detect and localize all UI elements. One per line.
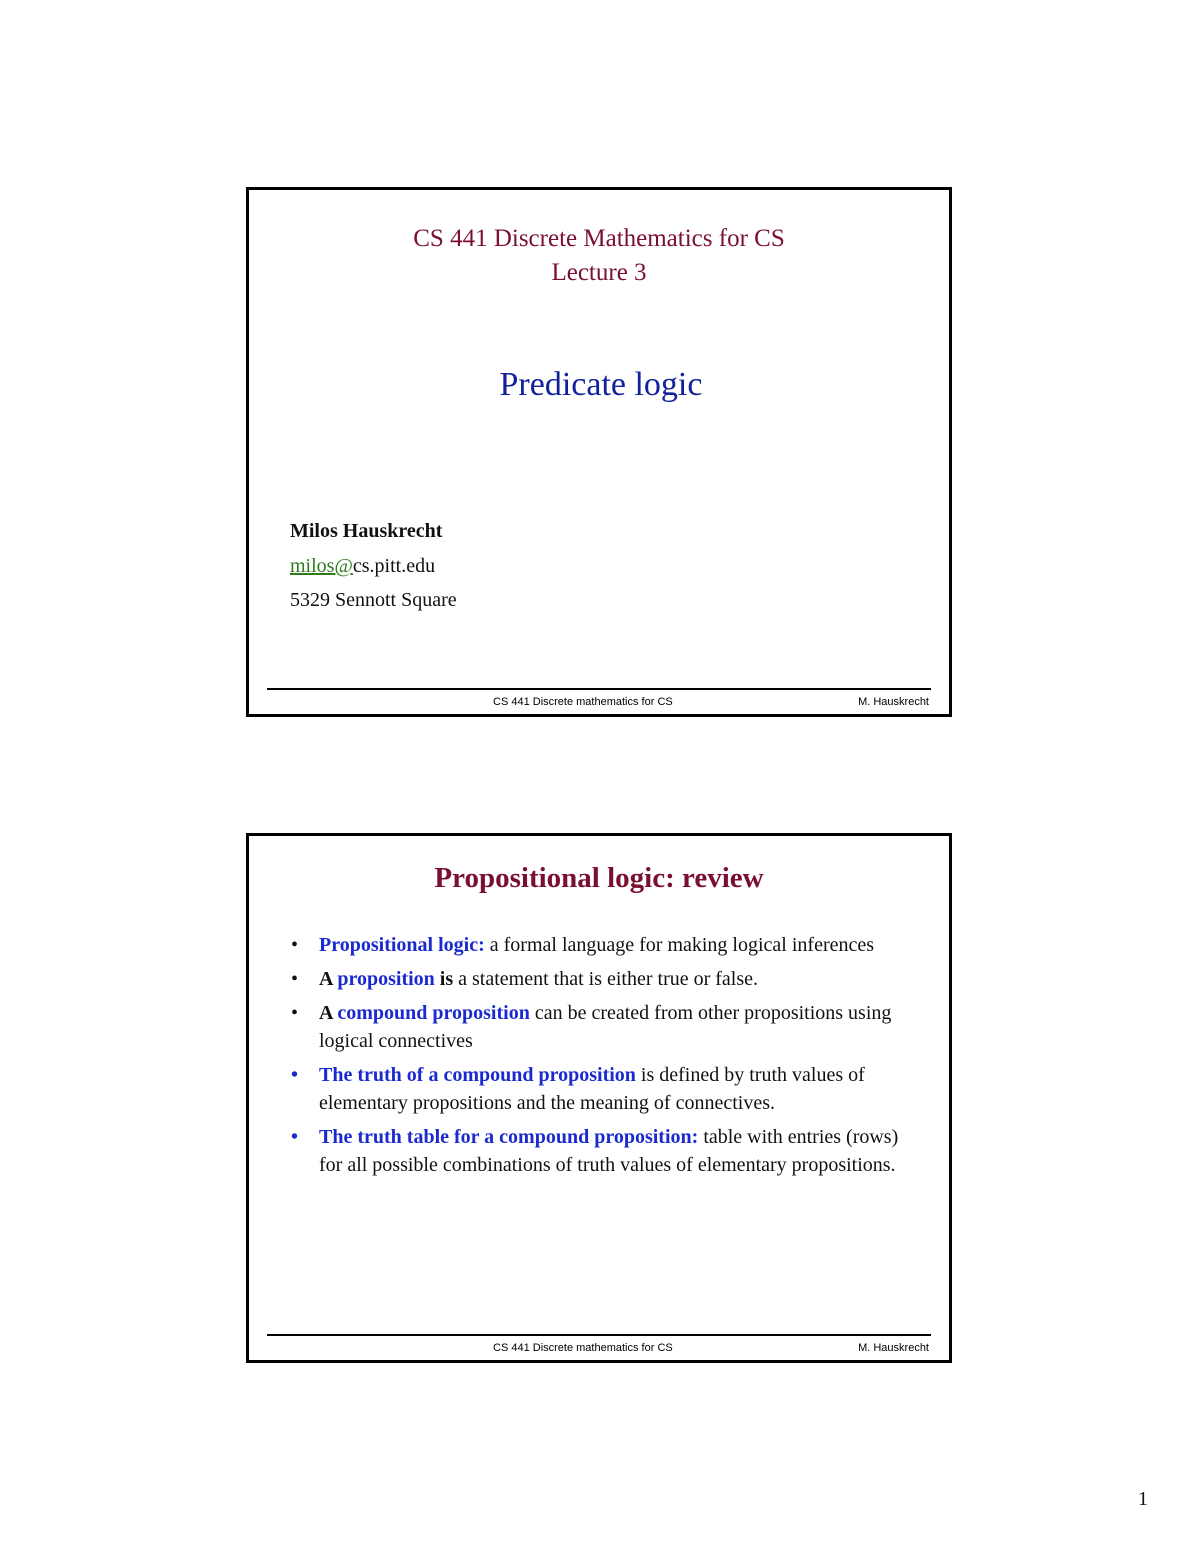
course-title-block — [249, 222, 949, 290]
footer-course: CS 441 Discrete mathematics for CS — [493, 1342, 673, 1354]
office-location: 5329 Sennott Square — [290, 589, 457, 611]
footer-course: CS 441 Discrete mathematics for CS — [493, 696, 673, 708]
bullet-text: table with entries (rows) for all possible combinations of truth values of elementary propositions. — [319, 1126, 899, 1176]
list-item — [289, 1123, 899, 1179]
page-number: 1 — [1138, 1488, 1148, 1510]
slide-heading: Propositional logic: review — [434, 862, 764, 894]
lecture-number: Lecture 3 — [551, 259, 647, 286]
bullet-list — [289, 931, 899, 1185]
footer-author: M. Hauskrecht — [858, 1342, 929, 1354]
author-email[interactable] — [290, 555, 435, 578]
bullet-icon: • — [291, 1064, 299, 1086]
slide-title — [246, 187, 952, 717]
footer-divider — [267, 688, 931, 690]
footer-author: M. Hauskrecht — [858, 696, 929, 708]
list-item — [289, 999, 899, 1055]
bullet-text: can be created from other propositions using logical connectives — [319, 1002, 892, 1052]
bullet-term: The truth table for a compound proposition: — [319, 1126, 699, 1148]
list-item — [289, 965, 899, 993]
course-title: CS 441 Discrete Mathematics for CS — [413, 225, 785, 252]
bullet-term: compound proposition — [337, 1002, 530, 1024]
bullet-text: a statement that is either true or false. — [453, 968, 759, 990]
lecture-title: Predicate logic — [499, 366, 703, 403]
slide-review — [246, 833, 952, 1363]
list-item — [289, 1061, 899, 1117]
email-domain: cs.pitt.edu — [352, 555, 436, 577]
author-name: Milos Hauskrecht — [290, 520, 443, 542]
bullet-prefix: A — [319, 968, 338, 990]
email-link[interactable]: milos@ — [290, 555, 353, 577]
list-item — [289, 931, 899, 959]
bullet-term: proposition — [337, 968, 435, 990]
bullet-term: The truth of a compound proposition — [319, 1064, 636, 1086]
bullet-text: is defined by truth values of elementary propositions and the meaning of connectives. — [319, 1064, 865, 1114]
bullet-text: a formal language for making logical inferences — [484, 934, 875, 956]
bullet-icon: • — [291, 1126, 299, 1148]
bullet-icon: • — [291, 934, 299, 956]
bullet-term: Propositional logic: — [319, 934, 485, 956]
bullet-verb: is — [434, 968, 454, 990]
bullet-icon: • — [291, 968, 299, 990]
bullet-prefix: A — [319, 1002, 338, 1024]
bullet-icon: • — [291, 1002, 299, 1024]
footer-divider — [267, 1334, 931, 1336]
